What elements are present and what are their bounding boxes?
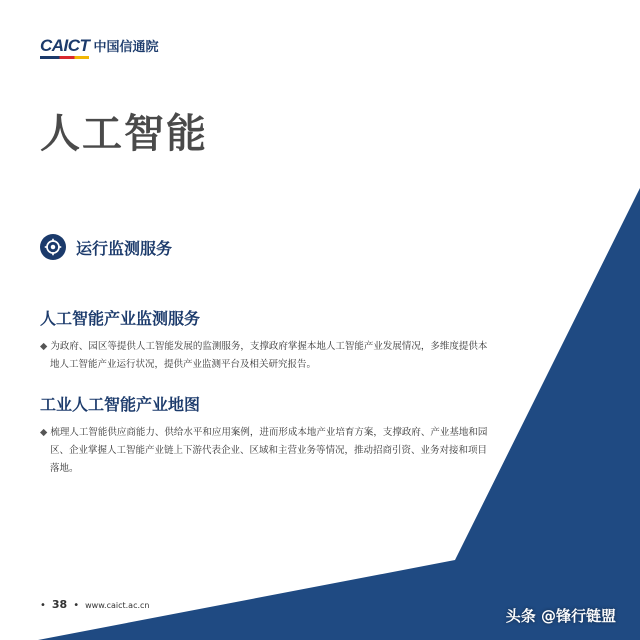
diamond-bullet-icon: ◆ [40, 427, 51, 438]
website-link[interactable]: www.caict.ac.cn [85, 601, 150, 610]
watermark: 头条 @锋行链盟 [505, 607, 616, 625]
diamond-bullet-icon: ◆ [40, 341, 51, 352]
item-title: 工业人工智能产业地图 [40, 395, 201, 414]
bullet-dot-icon: • [73, 600, 80, 611]
item-text-body: 梳理人工智能供应商能力、供给水平和应用案例，进而形成本地产业培育方案，支撑政府、产业基地和园区、企业掌握人工智能产业链上下游代表企业、区域和主营业务等情况，推动招商引资、业务对接和项目落地。 [50, 427, 488, 474]
bullet-dot-icon: • [40, 600, 46, 611]
section-label: 运行监测服务 [76, 238, 173, 258]
item-text-body: 为政府、园区等提供人工智能发展的监测服务，支撑政府掌握本地人工智能产业发展情况，多维度提供本地人工智能产业运行状况，提供产业监测平台及相关研究报告。 [50, 341, 488, 370]
item-text [40, 424, 490, 478]
item-title: 人工智能产业监测服务 [40, 309, 201, 328]
caict-logo [40, 36, 158, 56]
section-header [40, 234, 172, 260]
page-title: 人工智能 [40, 111, 208, 157]
item-text [40, 338, 490, 374]
page-number: 38 [51, 598, 68, 611]
page-footer [40, 598, 149, 611]
logo-mark: CAICT [40, 36, 90, 55]
logo-name: 中国信通院 [93, 40, 159, 55]
gear-icon [40, 234, 66, 260]
